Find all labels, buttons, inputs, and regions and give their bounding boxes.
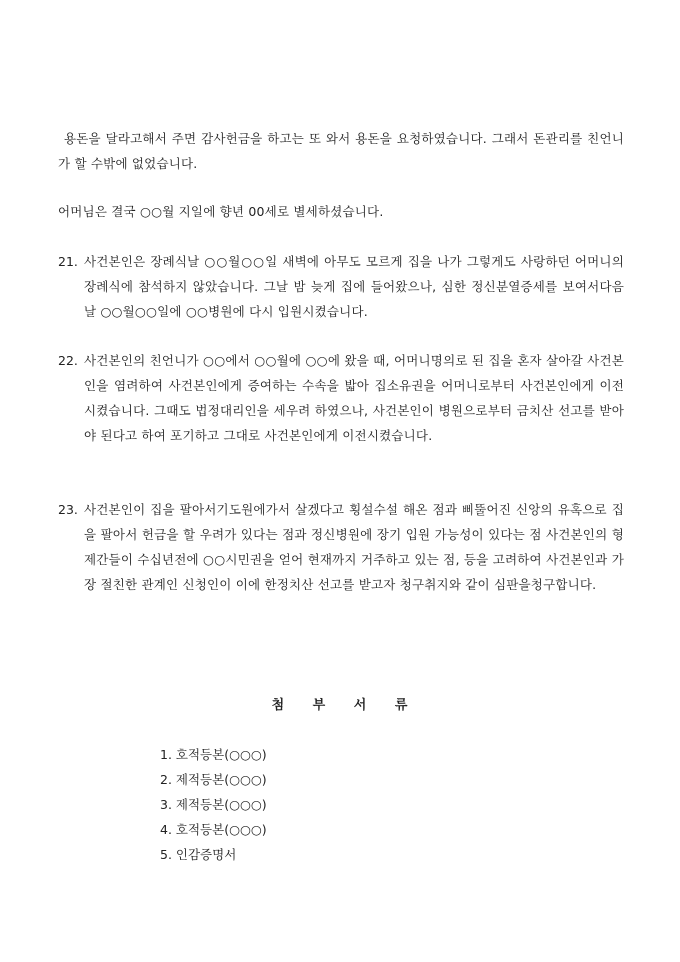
intro-paragraph: 용돈을 달라고해서 주면 감사헌금을 하고는 또 와서 용돈을 요청하였습니다. 그래서 돈관리를 친언니가 할 수밖에 없었습니다.: [58, 131, 624, 171]
numbered-item-23: [58, 497, 624, 622]
attachment-item: 1. 호적등본(○○○): [160, 747, 267, 762]
attachments-heading: 첨 부 서 류: [271, 698, 409, 713]
item-number: 21.: [58, 254, 78, 269]
attachment-item: 2. 제적등본(○○○): [160, 772, 267, 787]
item-text: 사건본인이 집을 팔아서기도원에가서 살겠다고 횡설수설 해온 점과 삐뚤어진 신앙의 유혹으로 집을 팔아서 헌금을 할 우려가 있다는 점과 정신병원에 장기 입원 가능성이 있다는 점 사건본인의 형제간들이 수십년전에 ○○시민권을 얻어 현재까지 거주하고 있는 점, 등을 고려하여 사건본인과 가장 절친한 관계인 신청인이 이에 한정치산 선고를 받고자 청구취지와 같이 심판을청구합니다.: [84, 502, 624, 592]
numbered-item-22: [58, 348, 624, 473]
attachments-list: [160, 742, 267, 867]
attachment-item: 4. 호적등본(○○○): [160, 822, 267, 837]
attachment-item: 3. 제적등본(○○○): [160, 797, 267, 812]
item-number: 22.: [58, 353, 78, 368]
item-text: 사건본인의 친언니가 ○○에서 ○○월에 ○○에 왔을 때, 어머니명의로 된 집을 혼자 살아갈 사건본인을 염려하여 사건본인에게 증여하는 수속을 밟아 집소유권을 어머니로부터 사건본인에게 이전시켰습니다. 그때도 법정대리인을 세우려 하였으나, 사건본인이 병원으로부터 금치산 선고를 받아야 된다고 하여 포기하고 그대로 사건본인에게 이전시켰습니다.: [84, 353, 624, 443]
numbered-item-21: [58, 249, 624, 324]
attachment-item: 5. 인감증명서: [160, 847, 237, 862]
death-paragraph: 어머님은 결국 ○○월 지일에 향년 00세로 별세하셨습니다.: [58, 204, 384, 219]
item-text: 사건본인은 장례식날 ○○월○○일 새벽에 아무도 모르게 집을 나가 그렇게도 사랑하던 어머니의 장례식에 참석하지 않았습니다. 그날 밤 늦게 집에 들어왔으나, 심한 정신분열증세를 보여서다음날 ○○월○○일에 ○○병원에 다시 입원시켰습니다.: [84, 254, 624, 319]
item-number: 23.: [58, 502, 78, 517]
